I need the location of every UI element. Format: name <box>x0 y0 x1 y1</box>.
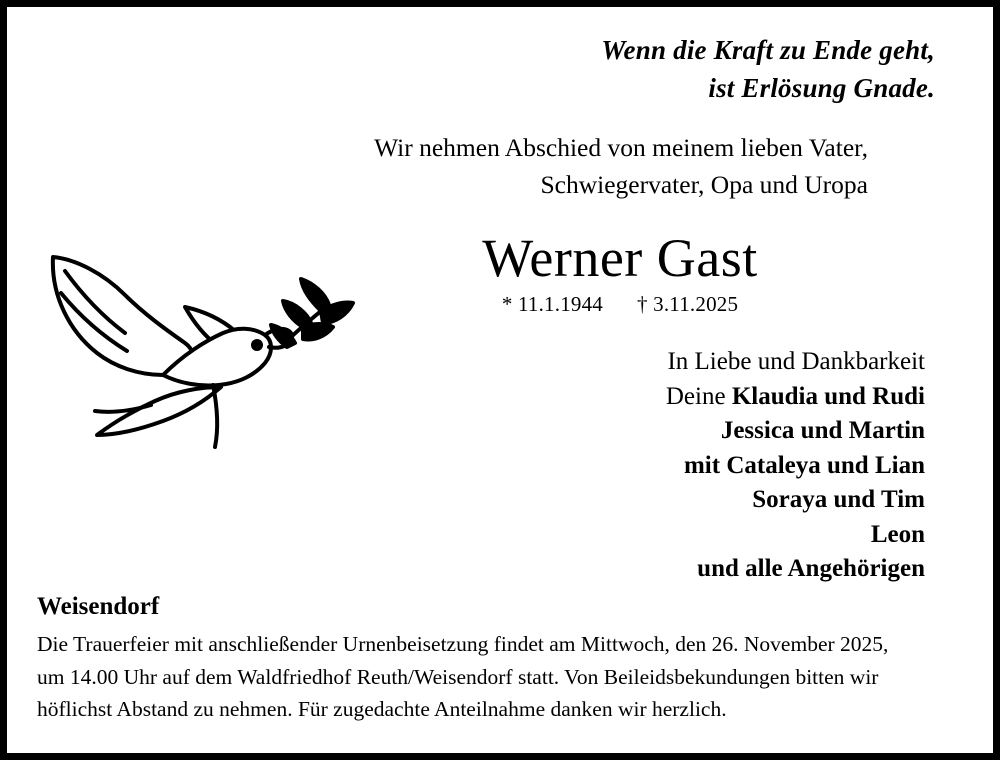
closing-line-1: Die Trauerfeier mit anschließender Urnenbeisetzung findet am Mittwoch, den 26. November 2025, <box>37 632 889 657</box>
family-line-3: Jessica und Martin <box>720 417 925 445</box>
closing-paragraph <box>37 628 967 725</box>
family-line-5: Soraya und Tim <box>752 486 925 514</box>
death-date: † 3.11.2025 <box>637 292 739 317</box>
motto-line-1: Wenn die Kraft zu Ende geht, <box>601 35 935 65</box>
family-line-1: In Liebe und Dankbarkeit <box>667 348 925 376</box>
family-line-2-names: Klaudia und Rudi <box>731 382 925 410</box>
motto-block <box>37 31 963 108</box>
dove-icon <box>35 235 355 475</box>
closing-line-3: höflichst Abstand zu nehmen. Für zugedachte Anteilnahme danken wir herzlich. <box>37 696 727 721</box>
family-line-6: Leon <box>870 520 925 548</box>
deceased-name: Werner Gast <box>482 227 758 288</box>
notice-inner <box>7 7 993 753</box>
intro-line-2: Schwiegervater, Opa und Uropa <box>540 169 868 199</box>
intro-line-1: Wir nehmen Abschied von meinem lieben Vater, <box>374 132 868 162</box>
place-name: Weisendorf <box>37 593 160 620</box>
motto-line-2: ist Erlösung Gnade. <box>708 73 935 104</box>
closing-line-2: um 14.00 Uhr auf dem Waldfriedhof Reuth/Weisendorf statt. Von Beileidsbekundungen bitten wir <box>37 664 879 689</box>
family-line-4: mit Cataleya und Lian <box>683 451 925 479</box>
birth-date: * 11.1.1944 <box>501 292 603 317</box>
intro-block <box>37 130 963 204</box>
life-dates <box>277 292 963 317</box>
family-line-7: und alle Angehörigen <box>697 555 925 583</box>
family-line-2-prefix: Deine <box>665 382 732 410</box>
